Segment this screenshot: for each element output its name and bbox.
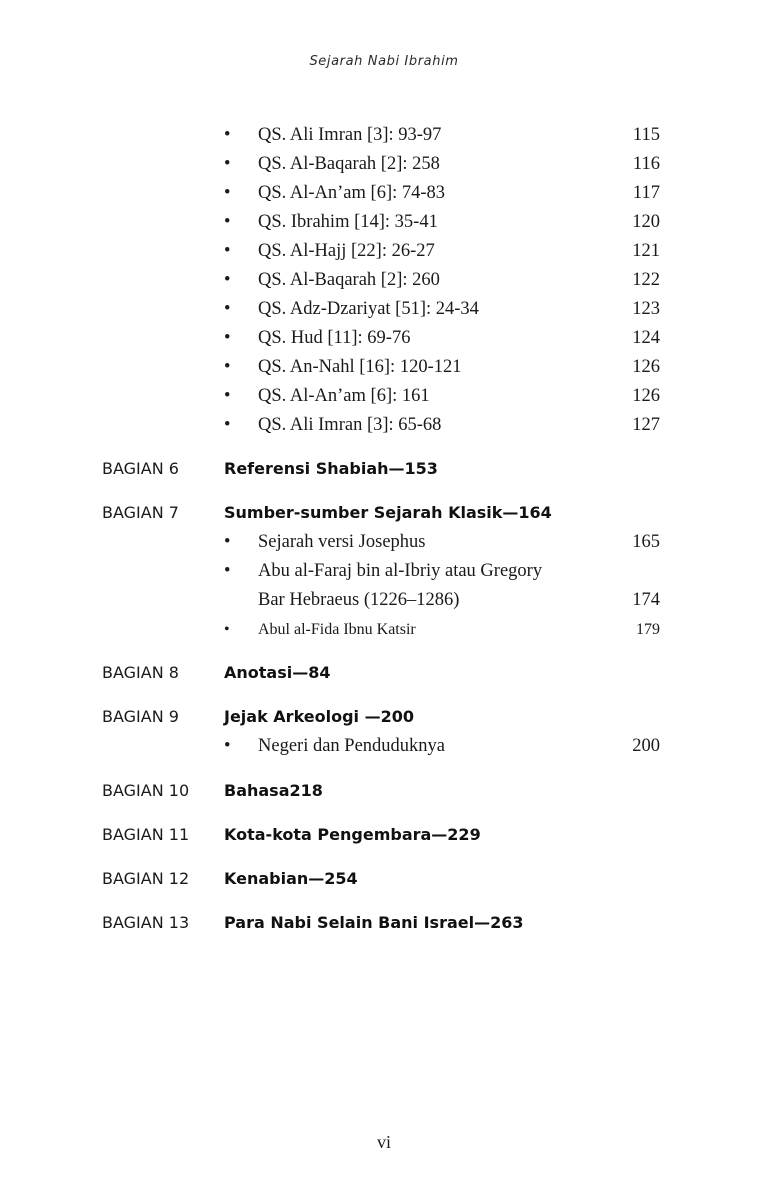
toc-entry bbox=[224, 528, 660, 557]
entry-page: 122 bbox=[632, 270, 660, 290]
entry-page: 123 bbox=[632, 299, 660, 319]
toc-section bbox=[102, 866, 662, 892]
toc-entry bbox=[224, 557, 660, 586]
toc-entry bbox=[224, 208, 660, 237]
toc-entry bbox=[224, 353, 660, 382]
entry-text: QS. Al-Baqarah [2]: 258 bbox=[258, 154, 440, 174]
toc-entry bbox=[224, 295, 660, 324]
bullet-icon: • bbox=[224, 357, 231, 377]
section-label: BAGIAN 6 bbox=[102, 459, 179, 478]
bullet-icon: • bbox=[224, 386, 231, 406]
bullet-icon: • bbox=[224, 212, 231, 232]
bullet-icon: • bbox=[224, 561, 231, 581]
section-label: BAGIAN 7 bbox=[102, 503, 179, 522]
entry-text: QS. Al-Baqarah [2]: 260 bbox=[258, 270, 440, 290]
toc-section bbox=[102, 778, 662, 804]
section-label: BAGIAN 13 bbox=[102, 913, 190, 932]
entry-text: Bar Hebraeus (1226–1286) bbox=[258, 590, 460, 610]
section-label: BAGIAN 9 bbox=[102, 707, 179, 726]
running-header: Sejarah Nabi Ibrahim bbox=[309, 54, 459, 69]
bullet-icon: • bbox=[224, 415, 231, 435]
bullet-icon: • bbox=[224, 328, 231, 348]
bullet-icon: • bbox=[224, 299, 231, 319]
toc-entry bbox=[224, 121, 660, 150]
entry-page: 117 bbox=[632, 183, 660, 203]
entry-page: 127 bbox=[632, 415, 660, 435]
entry-text: Abu al-Faraj bin al-Ibriy atau Gregory bbox=[258, 561, 543, 581]
entry-text: QS. An-Nahl [16]: 120-121 bbox=[258, 357, 462, 377]
toc-section bbox=[102, 456, 662, 482]
entry-page: 120 bbox=[632, 212, 660, 232]
toc-entry bbox=[224, 324, 660, 353]
toc-section bbox=[102, 500, 662, 526]
section-title: Anotasi—84 bbox=[224, 663, 331, 682]
toc-entry bbox=[224, 615, 660, 644]
bullet-icon: • bbox=[224, 270, 231, 290]
bullet-icon: • bbox=[224, 736, 231, 756]
entry-text: QS. Al-Hajj [22]: 26-27 bbox=[258, 241, 435, 261]
entry-page: 121 bbox=[632, 241, 660, 261]
toc-entry bbox=[224, 179, 660, 208]
entry-text: Sejarah versi Josephus bbox=[258, 532, 426, 552]
bullet-icon: • bbox=[224, 125, 231, 145]
entry-text: QS. Al-An’am [6]: 74-83 bbox=[258, 183, 446, 203]
entry-text: Abul al-Fida Ibnu Katsir bbox=[258, 621, 416, 638]
bullet-icon: • bbox=[224, 532, 231, 552]
entry-page: 200 bbox=[632, 736, 660, 756]
entry-page: 116 bbox=[632, 154, 660, 174]
toc-section bbox=[102, 704, 662, 730]
entry-text: QS. Hud [11]: 69-76 bbox=[258, 328, 411, 348]
section-label: BAGIAN 11 bbox=[102, 825, 190, 844]
toc-section bbox=[102, 822, 662, 848]
section-title: Para Nabi Selain Bani Israel—263 bbox=[224, 913, 524, 932]
entry-page: 126 bbox=[632, 357, 660, 377]
toc-entry bbox=[224, 382, 660, 411]
entry-page: 174 bbox=[632, 590, 660, 610]
section-title: Jejak Arkeologi —200 bbox=[224, 707, 415, 726]
section-title: Kota-kota Pengembara—229 bbox=[224, 825, 481, 844]
section-title: Bahasa218 bbox=[224, 781, 323, 800]
entry-page: 126 bbox=[632, 386, 660, 406]
section-title: Sumber-sumber Sejarah Klasik—164 bbox=[224, 503, 552, 522]
bullet-icon: • bbox=[224, 154, 231, 174]
toc-entry bbox=[224, 411, 660, 440]
toc-entry bbox=[224, 237, 660, 266]
bullet-icon: • bbox=[224, 183, 231, 203]
toc-section bbox=[102, 660, 662, 686]
section-title: Kenabian—254 bbox=[224, 869, 358, 888]
section-title: Referensi Shabiah—153 bbox=[224, 459, 438, 478]
toc-entry bbox=[224, 150, 660, 179]
entry-page: 115 bbox=[632, 125, 660, 145]
toc-entry bbox=[224, 266, 660, 295]
bullet-icon: • bbox=[224, 241, 231, 261]
entry-text: QS. Ibrahim [14]: 35-41 bbox=[258, 212, 438, 232]
entry-text: QS. Al-An’am [6]: 161 bbox=[258, 386, 430, 406]
entry-text: Negeri dan Penduduknya bbox=[258, 736, 446, 756]
entry-page: 179 bbox=[636, 621, 660, 638]
toc-section bbox=[102, 910, 662, 936]
toc-entry-continuation bbox=[224, 586, 660, 615]
entry-page: 165 bbox=[632, 532, 660, 552]
section-label: BAGIAN 12 bbox=[102, 869, 190, 888]
section-label: BAGIAN 10 bbox=[102, 781, 190, 800]
entry-text: QS. Adz-Dzariyat [51]: 24-34 bbox=[258, 299, 479, 319]
entry-text: QS. Ali Imran [3]: 65-68 bbox=[258, 415, 442, 435]
toc-entry bbox=[224, 732, 660, 761]
entry-text: QS. Ali Imran [3]: 93-97 bbox=[258, 125, 442, 145]
section-label: BAGIAN 8 bbox=[102, 663, 179, 682]
entry-page: 124 bbox=[632, 328, 660, 348]
page-number: vi bbox=[376, 1132, 391, 1152]
bullet-icon: • bbox=[224, 621, 230, 638]
